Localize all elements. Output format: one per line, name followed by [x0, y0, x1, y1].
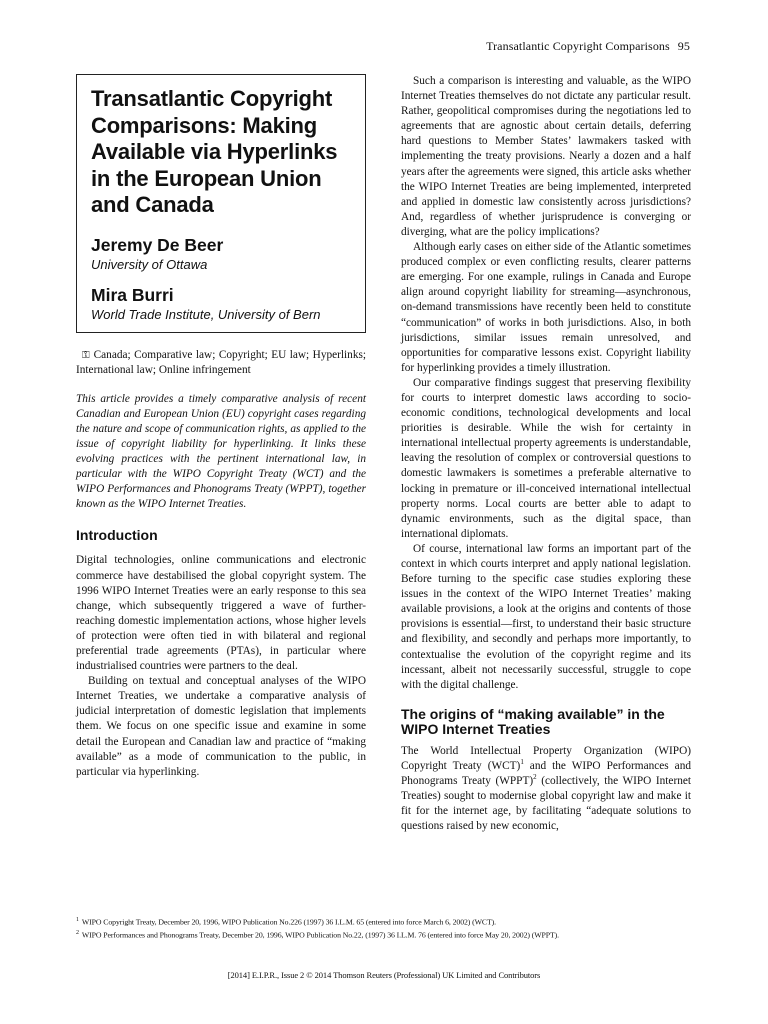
paragraph: Of course, international law forms an important part of the context in which courts interpret and apply national legislation. Before turning to the specific case studies exploring these issues in the context of the WIPO Internet Treaties’ making available provisions, a look at the origins and contents of those provisions is essential—first, to understand their basic structure and flexibility, and secondly and perhaps more importantly, to contextualise the evolution of the copyright regime and its incessant, albeit not necessarily successful, struggle to cope with the digital challenge. — [401, 542, 691, 691]
text-run: The World Intellectual Property Organization (WIPO) Copyright Treaty (WCT) — [401, 744, 691, 772]
footnote — [76, 928, 696, 941]
text-run: and the WIPO Performances and Phonograms Treaty (WPPT) — [401, 759, 691, 788]
paragraph: Such a comparison is interesting and valuable, as the WIPO Internet Treaties themselves do not dictate any particular result. Rather, geopolitical compromises during the negotiations led to agreements that are agnostic about certain details, deferring hard questions to Member States’ lawmakers tasked with implementing the treaty provisions. Nearly a dozen and a half years after the agreements were signed, this article asks whether the WIPO Internet Treaties are being implemented, interpreted and applied in domestic law consistently across jurisdictions? And, regardless of whether jurisprudence is converging or diverging, what are the policy implications? — [401, 75, 691, 238]
author-name: Jeremy De Beer — [91, 234, 224, 255]
footnote-number: 1 — [76, 917, 79, 923]
paragraph: Digital technologies, online communications and electronic commerce have destabilised the global copyright system. The 1996 WIPO Internet Treaties were an early response to this sea change, which subsequently triggered a wave of further-reaching domestic implementation actions, whose higher levels of protection were often tied in with bilateral and regional preferential trade agreements (PTAs), in particular where industrialised countries were partners to the deal. — [76, 554, 366, 673]
footnote-text: WIPO Performances and Phonograms Treaty, December 20, 1996, WIPO Publication No.22, (1997) 36 I.L.M. 76 (entered into force May 20, 2002) (WPPT). — [81, 930, 559, 940]
footnote — [76, 915, 696, 928]
footnote-ref[interactable]: 1 — [520, 758, 524, 767]
keywords-text: Canada; Comparative law; Copyright; EU law; Hyperlinks; International law; Online infringement — [76, 348, 366, 376]
key-icon: ⚿ — [82, 349, 90, 361]
section-heading: The origins of “making available” in the WIPO Internet Treaties — [401, 705, 665, 738]
page-number: 95 — [677, 39, 690, 53]
keywords — [76, 348, 366, 378]
title-box — [76, 74, 366, 333]
page-footer: [2014] E.I.P.R., Issue 2 © 2014 Thomson Reuters (Professional) UK Limited and Contributors — [227, 970, 541, 980]
paragraph: Although early cases on either side of the Atlantic sometimes produced complex or even conflicting results, clearer patterns are emerging. For one example, rulings in Canada and Europe align around copyright liability for streaming—asynchronous, on-demand transmissions have recently been held to constitute “communication” of works in both jurisdictions. Also, in both jurisdictions, similar issues remain unresolved, and opportunities for comparative lessons exist. Copyright liability for hyperlinking provides a timely illustration. — [401, 241, 691, 374]
footnotes — [76, 915, 696, 941]
paragraph: Building on textual and conceptual analyses of the WIPO Internet Treaties, we undertake a comparative analysis of judicial interpretation of domestic legislation that implements them. We focus on one specific issue and examine in some detail the European and Canadian law and practice of “making available” as a mode of communication to the public, in particular via hyperlinking. — [76, 675, 366, 778]
author-affiliation: University of Ottawa — [91, 256, 208, 272]
right-column — [401, 74, 691, 834]
author-name: Mira Burri — [91, 284, 174, 305]
article-title: Transatlantic Copyright Comparisons: Making Available via Hyperlinks in the European Union and Canada — [91, 86, 338, 217]
section-heading: Introduction — [76, 527, 158, 544]
running-title: Transatlantic Copyright Comparisons — [486, 39, 670, 53]
text-run: (collectively, the WIPO Internet Treaties) sought to modernise global copyright law and make it fit for the internet age, by facilitating “adequate solutions to questions raised by new economic, — [401, 775, 692, 833]
footnote-number: 2 — [76, 930, 79, 937]
running-head — [486, 39, 690, 54]
footnote-ref[interactable]: 2 — [533, 773, 537, 782]
abstract: This article provides a timely comparative analysis of recent Canadian and European Union (EU) copyright cases regarding the nature and scope of communication rights, as applied to the issue of copyright liability for hyperlinking. It links these evolving practices with the pertinent international law, in particular with the WIPO Copyright Treaty (WCT) and the WIPO Performances and Phonograms Treaty (WPPT), together known as the WIPO Internet Treaties. — [76, 392, 366, 511]
author-affiliation: World Trade Institute, University of Bern — [91, 306, 321, 322]
paragraph — [401, 744, 691, 835]
paragraph: Our comparative findings suggest that preserving flexibility for courts to interpret domestic laws according to socio-economic conditions, technological developments and local priorities is desirable. While the wish for certainty in international intellectual property agreements is understandable, leaving the resolution of complex or controversial questions to domestic lawmakers is sometimes a preferable alternative to locking in premature or ill-conceived international intellectual property norms. Local courts are better able to adapt to dynamic environments, such as the digital space, than international diplomats. — [401, 376, 691, 540]
footnote-text: WIPO Copyright Treaty, December 20, 1996, WIPO Publication No.226 (1997) 36 I.L.M. 65 (entered into force March 6, 2002) (WCT). — [81, 917, 497, 927]
left-column — [76, 74, 366, 780]
